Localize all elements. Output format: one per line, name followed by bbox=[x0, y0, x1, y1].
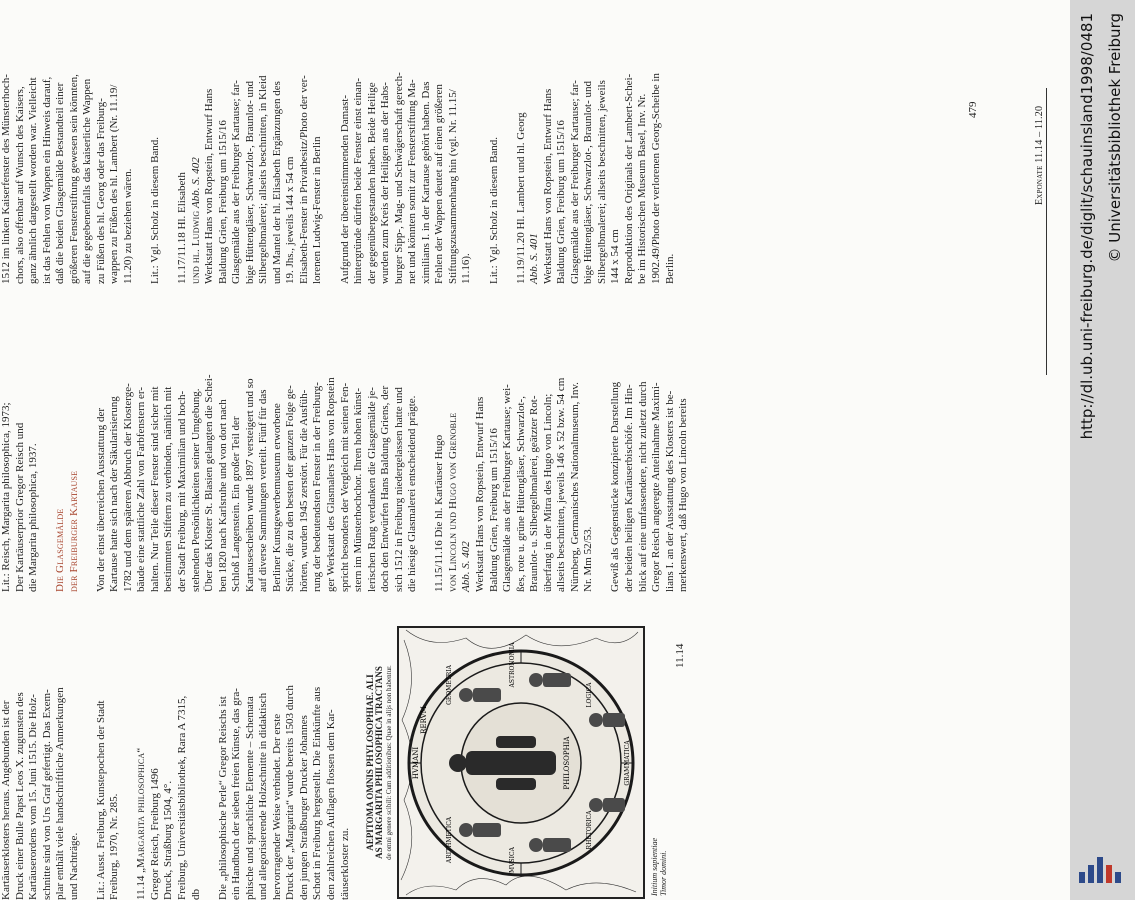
text-line: Gregor Reisch, Freiburg 1496 bbox=[148, 768, 161, 900]
text-line: Werkstatt Hans von Ropstein, Entwurf Hans bbox=[203, 88, 216, 284]
text-line: bige Hüttengläser, Schwarzlot-, Braunlot- und bbox=[243, 80, 256, 284]
text-line: Lit.: Vgl. Scholz in diesem Band. bbox=[148, 136, 161, 284]
text-line: Nr. Mm 52/53. bbox=[582, 526, 595, 592]
text-line: Aufgrund der übereinstimmenden Damast- bbox=[338, 94, 351, 284]
text-line: Druck der „Margarita“ wurde bereits 1503 durch bbox=[284, 685, 297, 900]
library-sidebar bbox=[1070, 0, 1135, 900]
woodcut-word-4: ARITHMETICA bbox=[445, 816, 453, 864]
text-line: bestimmten Stiftern zu verbinden, nämlich mit bbox=[162, 386, 175, 592]
sidebar-text-block bbox=[1070, 0, 1135, 900]
text-line: ßes, rote u. grüne Hüttengläser, Schwarzlot-, bbox=[514, 396, 527, 592]
page-number: 479 bbox=[967, 101, 979, 118]
text-line: Reproduktion des Originals der Lambert-Schei- bbox=[622, 73, 635, 284]
section-heading: Die Glasgemälde der Freiburger Kartause bbox=[54, 470, 80, 592]
text-line: Lit.: Ausst. Freiburg, Kunstepochen der Stadt bbox=[94, 700, 107, 900]
text-line: den jungen Straßburger Drucker Johannes bbox=[297, 715, 310, 900]
woodcut-word-9: LOGICA bbox=[585, 682, 593, 708]
text-line: wappen zu Füßen des hl. Lambert (Nr. 11.19/ bbox=[108, 84, 121, 284]
woodcut-label: 11.14 bbox=[673, 643, 686, 668]
col1-literature bbox=[95, 625, 122, 900]
text-line: Glasgemälde aus der Freiburger Kartause; far- bbox=[568, 80, 581, 284]
col2-entry-title: 11.15/11.16 Die hl. Kartäuser Hugo von Lincoln und Hugo von Grenoble Abb. S. 402 bbox=[433, 412, 473, 592]
text-line: Lit.: Reisch, Margarita philosophica, 1973; bbox=[0, 402, 12, 592]
col3-paragraph-1 bbox=[0, 9, 135, 284]
text-line: rung der bedeutendsten Fenster in der Freiburg- bbox=[311, 382, 324, 592]
text-line: be im Historischen Museum Basel, Inv. Nr. bbox=[636, 93, 649, 284]
text-line: der gegenübergestanden haben. Beide Heilige bbox=[365, 82, 378, 284]
text-line: ger Werkstatt des Glasmalers Hans von Ropstein bbox=[325, 377, 338, 592]
col1-paragraph-1 bbox=[0, 625, 81, 900]
text-line: spricht besonders der Vergleich mit seinen Fen- bbox=[338, 382, 351, 592]
copyright-notice: © Universitätsbibliothek Freiburg bbox=[1106, 13, 1124, 263]
text-line: Von der einst überreichen Ausstattung der bbox=[94, 407, 107, 592]
woodcut-caption-latin: Initium sapientiae Timor domini. bbox=[649, 838, 668, 896]
text-line: auf die gegebenenfalls das kaiserliche Wappen bbox=[81, 78, 94, 284]
text-line: täuserkloster zu. bbox=[338, 827, 351, 900]
text-line: größeren Fensterstiftung gewesen sein könnten, bbox=[67, 74, 80, 284]
text-line: hervorragender Weise verbindet. Der erste bbox=[270, 713, 283, 900]
text-line: 11.20) zu beziehen wären. bbox=[121, 168, 134, 284]
col2-entry-details bbox=[474, 317, 596, 592]
text-line: Schloß Langenstein. Ein großer Teil der bbox=[230, 416, 243, 592]
text-line: Silbergelbmalerei; allseits beschnitten, in Kleid bbox=[257, 75, 270, 284]
text-line: Die „philosophische Perle“ Gregor Reischs ist bbox=[216, 696, 229, 900]
col3-entry-title-2: 11.19/11.20 Hl. Lambert und hl. Georg Abb. S. 401 bbox=[514, 112, 541, 284]
col1-entry-details bbox=[149, 625, 203, 900]
text-line: halten. Nur Teile dieser Fenster sind sicher mit bbox=[148, 386, 161, 592]
text-line: db bbox=[189, 889, 202, 900]
text-line: überfang in der Mitra des Hugo von Lincoln; bbox=[541, 393, 554, 592]
text-line: schnitte sind von Urs Graf gefertigt. Das Exem- bbox=[40, 689, 53, 900]
text-line: Baldung Grien, Freiburg um 1515/16 bbox=[487, 428, 500, 592]
text-line: burger Sipp-, Mag- und Schwägerschaft gerech- bbox=[392, 72, 405, 284]
woodcut-word-5: GEOMETRIA bbox=[445, 665, 453, 705]
text-line: Elisabeth-Fenster in Privatbesitz/Photo der ver- bbox=[297, 75, 310, 284]
col3-entry-title-1: 11.17/11.18 Hl. Elisabeth und hl. Ludwig Abb. S. 402 bbox=[176, 157, 202, 284]
text-line: daß die beiden Glasgemälde Bestandteil einer bbox=[54, 82, 67, 284]
col2-literature bbox=[0, 317, 41, 592]
col1-entry-title: 11.14 „Margarita philosophica“ bbox=[135, 747, 148, 900]
text-line: zu Füßen des hl. Georg oder das Freiburg- bbox=[94, 98, 107, 284]
text-line: Der Kartäuserprior Gregor Reisch und bbox=[13, 422, 26, 592]
text-line: hintergründe dürften beide Fenster einst einan- bbox=[352, 78, 365, 284]
text-line: ist das Fehlen von Wappen ein Hinweis darauf, bbox=[40, 76, 53, 284]
text-line: der Stadt Freiburg, mit Maximilian und hoch- bbox=[176, 390, 189, 592]
col3-literature-1 bbox=[149, 9, 163, 284]
text-line: und Mantel der hl. Elisabeth Ergänzungen des bbox=[270, 81, 283, 284]
text-line: Braunlot- u. Silbergelbmalerei, geätzter Rot- bbox=[528, 395, 541, 592]
text-line: 11.16). bbox=[460, 253, 473, 284]
text-line: die Margarita philosophica, 1937. bbox=[27, 443, 40, 592]
text-line: Gewiß als Gegenstücke konzipierte Darstellung bbox=[609, 381, 622, 592]
col3-entry-details-1 bbox=[203, 9, 325, 284]
woodcut-word-10: GRAMMATICA bbox=[623, 740, 631, 786]
text-line: Stücke, die zu den besten der ganzen Folge ge- bbox=[284, 385, 297, 592]
text-line: Freiburg, 1970, Nr. 285. bbox=[108, 793, 121, 900]
text-line: bäude eine stattliche Zahl von Farbfenstern er- bbox=[135, 386, 148, 592]
text-line: ein Handbuch der sieben freien Künste, das gra- bbox=[230, 688, 243, 900]
text-line: doch den Entwürfen Hans Baldung Griens, der bbox=[379, 385, 392, 592]
text-line: 1512 im linken Kaiserfenster des Münsterhoch- bbox=[0, 74, 12, 284]
text-line: ximilians I. in der Kartause gehört haben. Das bbox=[419, 81, 432, 284]
text-line: Silbergelbmalerei; allseits beschnitten, jeweils bbox=[595, 80, 608, 284]
text-line: 144 x 54 cm bbox=[609, 229, 622, 284]
text-line: Stiftungszusammenhang hin (vgl. Nr. 11.15/ bbox=[446, 89, 459, 284]
text-line: Druck einer Bulle Papst Leos X. zugunsten des bbox=[13, 692, 26, 900]
text-line: auf diverse Sammlungen verteilt. Fünf für das bbox=[257, 389, 270, 592]
header-rule bbox=[1046, 88, 1047, 375]
text-line: Berliner Kunstgewerbemuseum erworbene bbox=[270, 403, 283, 592]
text-line: Druck, Straßburg 1504, 4°. bbox=[162, 780, 175, 900]
text-line: wurden zum Kreis der Heiligen aus der Habs- bbox=[379, 82, 392, 284]
text-line: 19. Jhs., jeweils 144 x 54 cm bbox=[284, 156, 297, 284]
text-line: Gregor Reisch angeregte Anteilnahme Maximi- bbox=[650, 382, 663, 592]
woodcut-word-8: RHETORICA bbox=[585, 810, 593, 850]
woodcut-word-7: ASTRONOMIA bbox=[508, 642, 516, 688]
col3-literature-2 bbox=[488, 9, 502, 284]
woodcut-illustration bbox=[366, 625, 696, 900]
text-line: der beiden heiligen Kartäuserbischöfe. Im Hin- bbox=[622, 384, 635, 592]
col3-paragraph-2 bbox=[339, 9, 474, 284]
text-line: lorenen Ludwig-Fenster in Berlin bbox=[311, 136, 324, 284]
library-logo-icon bbox=[1077, 855, 1129, 885]
text-line: Glasgemälde aus der Freiburger Kartause; far- bbox=[230, 80, 243, 284]
text-line: Kartause hatte sich nach der Säkularisierung bbox=[108, 396, 121, 592]
woodcut-word-1: HVMANI bbox=[411, 746, 420, 780]
text-line: Berlin. bbox=[663, 253, 676, 284]
source-url[interactable]: http://dl.ub.uni-freiburg.de/diglit/schauinsland1998/0481 bbox=[1078, 13, 1096, 440]
woodcut-word-3: PHILOSOPHIA bbox=[562, 736, 571, 790]
text-line: hörten, wurden 1945 zerstört. Für die Ausfüh- bbox=[297, 389, 310, 592]
text-line: bige Hüttengläser, Schwarzlot-, Braunlot- und bbox=[582, 80, 595, 284]
text-line: und Nachträge. bbox=[67, 832, 80, 900]
col2-paragraph-2 bbox=[609, 317, 690, 592]
text-line: lians I. an der Ausstattung des Klosters ist be- bbox=[663, 390, 676, 592]
text-line: und allegorisierende Holzschnitte in didaktisch bbox=[257, 692, 270, 900]
woodcut-word-6: MVSICA bbox=[508, 847, 516, 873]
text-line: Kartausescheiben wurde 1897 versteigert und so bbox=[243, 378, 256, 592]
text-line: Kartäuserordens vom 15. Juni 1515. Die Holz- bbox=[27, 694, 40, 900]
text-line: stern im Münsterhochchor. Ihren hohen künst- bbox=[352, 387, 365, 592]
text-line: net und könnten somit zur Fensterstiftung Ma- bbox=[406, 79, 419, 284]
text-line: Freiburg, Universitätsbibliothek, Rara A 7315, bbox=[176, 695, 189, 900]
text-line: 1782 und dem späteren Abbruch der Klosterge- bbox=[121, 383, 134, 592]
text-line: phische und sprachliche Elemente – Schemata bbox=[243, 696, 256, 900]
text-line: Werkstatt Hans von Ropstein, Entwurf Hans bbox=[474, 396, 486, 592]
text-line: Baldung Grien, Freiburg um 1515/16 bbox=[555, 120, 568, 284]
text-line: merkenswert, daß Hugo von Lincoln bereits bbox=[677, 398, 690, 592]
text-line: ganz ähnlich dargestellt worden war. Vielleicht bbox=[27, 77, 40, 284]
text-line: die hiesige Glasmalerei entscheidend prägte. bbox=[406, 395, 419, 592]
text-line: Lit.: Vgl. Scholz in diesem Band. bbox=[487, 136, 500, 284]
text-line: Kartäuserklosters heraus. Angebunden ist der bbox=[0, 700, 12, 900]
text-line: allseits beschnitten, jeweils 146 x 52 bzw. 54 cm bbox=[555, 377, 568, 592]
col3-entry-details-2 bbox=[542, 9, 677, 284]
column-1 bbox=[0, 625, 696, 900]
text-line: den zahlreichen Auflagen flossen dem Kar- bbox=[324, 709, 337, 900]
woodcut-image bbox=[396, 625, 646, 900]
text-line: Fehlen der Wappen deutet auf einen größeren bbox=[433, 84, 446, 284]
text-line: 1902.49/Photo der verlorenen Georg-Scheibe in bbox=[650, 73, 663, 284]
text-line: stehenden Persönlichkeiten seiner Umgebung. bbox=[189, 388, 202, 592]
text-line: Schott in Freiburg hergestellt. Die Einkünfte aus bbox=[311, 686, 324, 900]
text-line: chors, also offenbar auf Wunsch des Kaisers, bbox=[13, 86, 26, 284]
text-line: Werkstatt Hans von Ropstein, Entwurf Hans bbox=[541, 88, 554, 284]
text-line: plar enthält viele handschriftliche Anmerkungen bbox=[54, 687, 67, 900]
text-line: lerischen Rang verdanken die Glasgemälde je- bbox=[365, 387, 378, 592]
woodcut-word-2: RERVM bbox=[419, 706, 428, 734]
col2-paragraph-1 bbox=[95, 317, 420, 592]
woodcut-title: AEPITOMA OMNIS PHYLOSOPHIAE. ALI AS MARGARITA PHILOSOPHICA TRACTANS de omni genere scibili: Cum additionibus: Quae in alijs non habentur. bbox=[364, 665, 393, 860]
text-line: ben 1820 nach Karlsruhe und von dort nach bbox=[216, 399, 229, 592]
text-line: Nürnberg, Germanisches Nationalmuseum, Inv. bbox=[568, 382, 581, 592]
text-line: Über das Kloster St. Blasien gelangten die Schei- bbox=[203, 374, 216, 592]
text-line: sich 1512 in Freiburg niedergelassen hatte und bbox=[392, 387, 405, 592]
column-3 bbox=[0, 9, 691, 284]
col1-paragraph-2 bbox=[217, 625, 352, 900]
running-header: Exponate 11.14 – 11.20 bbox=[1034, 105, 1045, 205]
column-2 bbox=[0, 317, 704, 592]
text-line: Baldung Grien, Freiburg um 1515/16 bbox=[216, 120, 229, 284]
text-line: Glasgemälde aus der Freiburger Kartause; wei- bbox=[501, 384, 514, 592]
text-line: blick auf eine umfassendere, nicht zuletzt durch bbox=[636, 381, 649, 592]
